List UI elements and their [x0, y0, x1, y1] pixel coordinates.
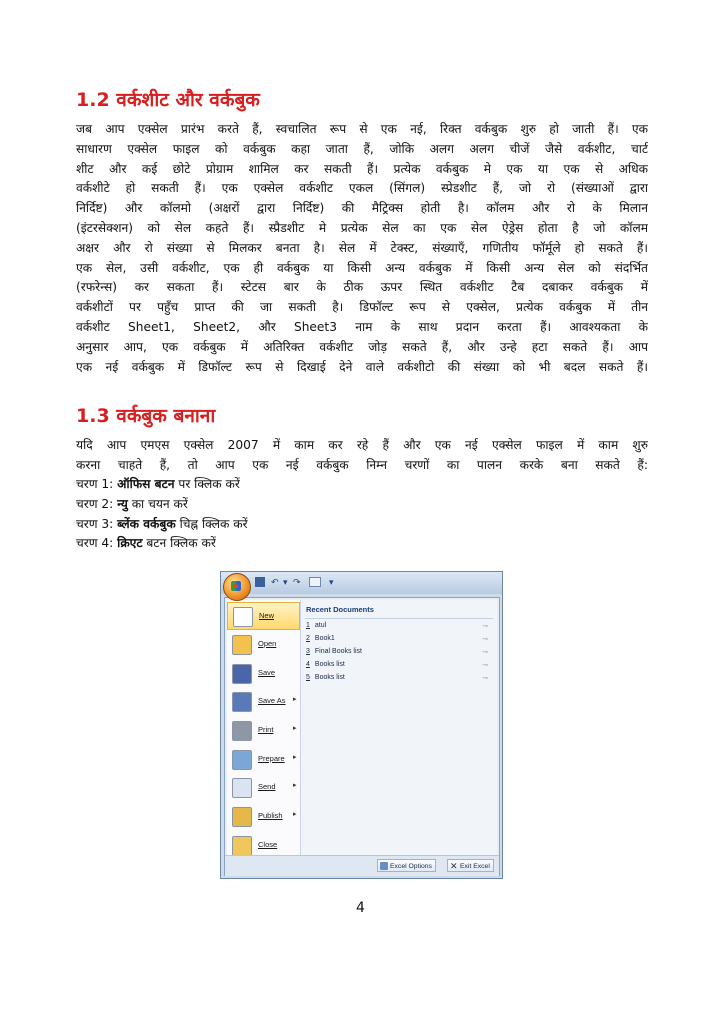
excel-options-button[interactable]: Excel Options	[377, 859, 436, 872]
recent-document-number: 1	[306, 622, 310, 629]
step-item	[76, 534, 636, 554]
step-suffix: चिह्न क्लिक करें	[175, 516, 248, 531]
text-line: एक नई वर्कबुक में डिफॉल्ट रूप से दिखाई देने वाले वर्कशीटो की संख्या को भी बदल सकते हैं।	[76, 359, 648, 374]
menu-item-save-as[interactable]	[227, 688, 300, 716]
close-folder-icon	[232, 836, 252, 856]
menu-item-prepare[interactable]	[227, 746, 300, 774]
open-folder-icon	[232, 635, 252, 655]
step-suffix: का चयन करें	[127, 496, 188, 511]
save-icon[interactable]	[255, 577, 265, 587]
section-heading-1-3: 1.3 वर्कबुक बनाना	[76, 405, 216, 427]
step-prefix: चरण 4:	[76, 536, 118, 551]
redo-icon[interactable]: ↷	[293, 577, 301, 587]
recent-document-item[interactable]	[306, 648, 492, 660]
menu-item-send[interactable]	[227, 774, 300, 802]
menu-item-label: Publish	[258, 811, 283, 820]
printer-icon	[232, 721, 252, 741]
submenu-arrow-icon: ▸	[293, 782, 297, 789]
recent-documents-panel	[301, 600, 497, 855]
quick-access-toolbar	[221, 572, 502, 594]
dropdown-icon[interactable]: ▾	[283, 577, 288, 587]
recent-document-name: Final Books list	[314, 648, 362, 655]
recent-document-item[interactable]	[306, 674, 492, 686]
menu-item-label: Save	[258, 668, 276, 677]
customize-toolbar-icon[interactable]: ▾	[329, 577, 334, 587]
recent-document-name: atul	[314, 622, 327, 629]
close-x-icon: ✕	[450, 861, 458, 871]
pin-icon[interactable]: ⊸	[482, 623, 488, 630]
save-as-icon	[232, 692, 252, 712]
text-line: यदि आप एमएस एक्सेल 2007 में काम कर रहे हैं और एक नई एक्सेल फाइल में काम शुरु	[76, 438, 648, 452]
recent-document-number: 4	[306, 661, 310, 668]
divider	[305, 618, 493, 619]
text-line: निर्दिष्ट) और कॉलमो (अक्षरों द्वारा निर्दिष्ट) की मैट्रिक्स होती है। कॉलम और रो के मिलान	[76, 201, 648, 216]
floppy-disk-icon	[232, 664, 252, 684]
text-line: वर्कशीट Sheet1, Sheet2, और Sheet3 नाम के साथ प्रदान करता हैं। आवश्यकता के	[76, 319, 648, 334]
recent-document-item[interactable]	[306, 635, 492, 647]
menu-item-label: Prepare	[258, 754, 285, 763]
recent-document-item[interactable]	[306, 661, 492, 673]
pin-icon[interactable]: ⊸	[482, 675, 488, 682]
recent-document-number: 2	[306, 635, 310, 642]
recent-document-name: Books list	[314, 674, 345, 681]
step-suffix: बटन क्लिक करें	[142, 536, 216, 551]
menu-item-open[interactable]	[227, 631, 300, 659]
text-line: जब आप एक्सेल प्रारंभ करते हैं, स्वचालित रूप से एक नई, रिक्त वर्कबुक शुरु हो जाती हैं। एक	[76, 122, 648, 136]
recent-document-number: 5	[306, 674, 310, 681]
recent-document-item[interactable]	[306, 622, 492, 634]
new-document-icon	[233, 607, 253, 627]
section-1-2-paragraph	[76, 120, 648, 377]
prepare-pen-icon	[232, 750, 252, 770]
office-menu-commands	[227, 600, 301, 855]
submenu-arrow-icon: ▸	[293, 811, 297, 818]
menu-item-label: Send	[258, 782, 276, 791]
excel-office-menu-screenshot	[220, 571, 503, 879]
page-number: 4	[356, 900, 365, 916]
recent-documents-heading: Recent Documents	[306, 605, 374, 614]
step-item	[76, 495, 636, 515]
step-suffix: पर क्लिक करें	[174, 477, 240, 491]
step-keyword: न्यु	[117, 496, 128, 511]
menu-item-label: Save As	[258, 696, 286, 705]
recent-document-number: 3	[306, 648, 310, 655]
text-line: वर्कशीटे हो सकती हैं। एक एक्सेल वर्कशीट एकल (सिंगल) स्प्रेडशीट हैं, जो रो (संख्याओं द्वारा	[76, 181, 648, 196]
office-menu	[224, 597, 500, 876]
menu-item-label: Open	[258, 639, 277, 648]
submenu-arrow-icon: ▸	[293, 754, 297, 761]
options-icon	[380, 862, 388, 870]
text-line: अक्षर और रो संख्या से मिलकर बनता है। सेल में टेक्स्ट, संख्याएँ, गणितीय फॉर्मूले हो सकते हैं।	[76, 240, 648, 255]
text-line: (इंटरसेक्शन) को सेल कहते हैं। स्प्रैडशीट मे प्रत्येक सेल का एक सेल ऐड्रेस होता है जो कॉलम	[76, 220, 648, 235]
text-line: एक सेल, उसी वर्कशीट, एक ही वर्कबुक या किसी अन्य वर्कबुक में किसी अन्य सेल को संदर्भित	[76, 260, 648, 275]
office-button[interactable]	[223, 573, 251, 601]
menu-item-label: Print	[258, 725, 274, 734]
undo-icon[interactable]: ↶	[271, 577, 279, 587]
section-1-3-paragraph	[76, 436, 648, 476]
menu-item-new[interactable]	[227, 602, 300, 630]
step-item	[76, 475, 636, 495]
steps-list	[76, 475, 636, 554]
office-menu-footer	[225, 855, 499, 876]
step-keyword: ऑफिस बटन	[117, 477, 175, 491]
send-mail-icon	[232, 778, 252, 798]
text-line: करना चाहते हैं, तो आप एक नई वर्कबुक निम्न चरणों का पालन करके बना सकते हैं:	[76, 457, 648, 472]
menu-item-save[interactable]	[227, 660, 300, 688]
menu-item-label: New	[259, 611, 275, 620]
exit-excel-button[interactable]: ✕ Exit Excel	[447, 859, 494, 872]
print-preview-icon[interactable]	[309, 577, 321, 587]
submenu-arrow-icon: ▸	[293, 696, 297, 703]
menu-item-print[interactable]	[227, 717, 300, 745]
text-line: वर्कशीटों पर पहुँच प्राप्त की जा सकती है। डिफॉल्ट रूप से एक्सेल, प्रत्येक वर्कबुक में तीन	[76, 300, 648, 315]
pin-icon[interactable]: ⊸	[482, 662, 488, 669]
step-prefix: चरण 2:	[76, 496, 118, 511]
menu-item-label: Close	[258, 840, 278, 849]
pin-icon[interactable]: ⊸	[482, 636, 488, 643]
text-line: अनुसार आप, एक वर्कबुक में अतिरिक्त वर्कशीट जोड़ सकते हैं, और उन्हे हटा सकते हैं। आप	[76, 339, 648, 354]
step-keyword: ब्लेंक वर्कबुक	[117, 516, 176, 531]
submenu-arrow-icon: ▸	[293, 725, 297, 732]
step-keyword: क्रिएट	[117, 536, 143, 551]
publish-folder-icon	[232, 807, 252, 827]
recent-document-name: Books list	[314, 661, 345, 668]
text-line: शीट और कई छोटे प्रोग्राम शामिल कर सकती हैं। प्रत्येक वर्कबुक मे एक या एक से अधिक	[76, 161, 648, 176]
text-line: (रफरेन्स) कर सकता हैं। स्टेटस बार के ठीक ऊपर स्थित वर्कशीट टैब दबाकर वर्कबुक में	[76, 280, 648, 295]
text-line: साधारण एक्सेल फाइल को वर्कबुक कहा जाता हैं, जोकि अलग अलग चीजें जैसे वर्कशीट, चार्ट	[76, 141, 648, 156]
menu-item-publish[interactable]	[227, 803, 300, 831]
step-item	[76, 515, 636, 535]
section-heading-1-2: 1.2 वर्कशीट और वर्कबुक	[76, 89, 260, 111]
step-prefix: चरण 1:	[76, 477, 118, 491]
recent-document-name: Book1	[314, 635, 335, 642]
step-prefix: चरण 3:	[76, 516, 118, 531]
pin-icon[interactable]: ⊸	[482, 649, 488, 656]
